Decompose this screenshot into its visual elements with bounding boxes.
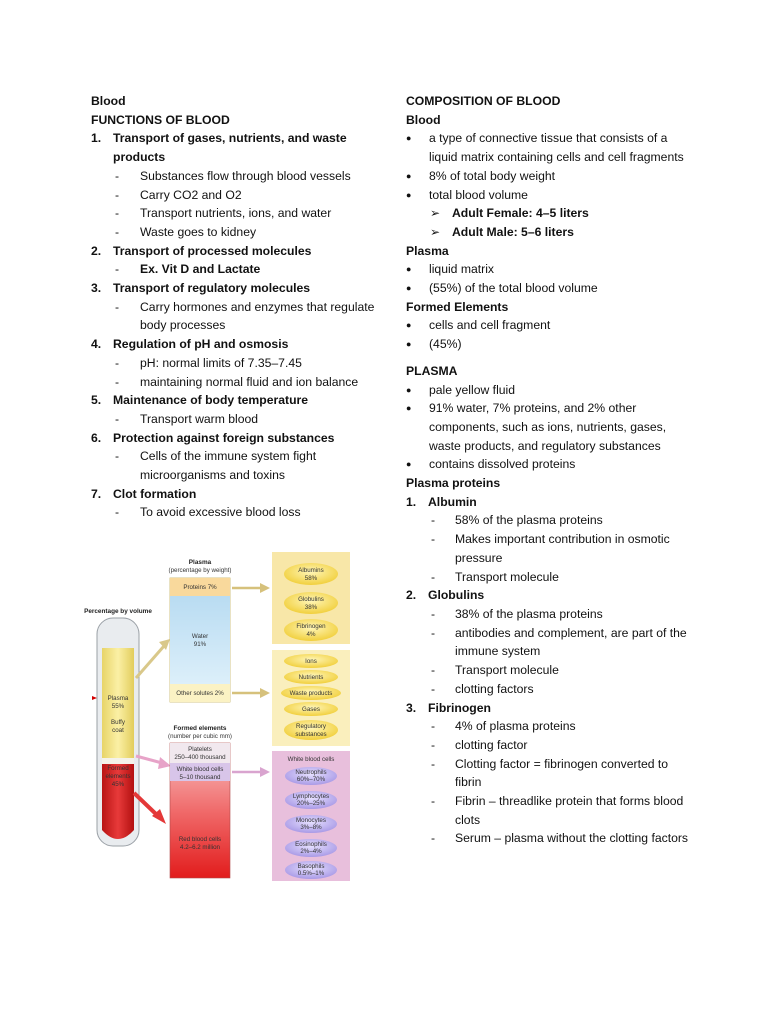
formed-label: Formed Elements [406,299,509,314]
protein-detail: Clotting factor = fibrinogen converted to fibrin [455,756,669,790]
bullet-icon: ● [406,283,412,294]
function-detail: Carry hormones and enzymes that regulate body processes [140,299,375,333]
tube-elements-label: elements [105,773,131,780]
item-number: 5. [91,393,102,408]
solute-gases: Gases [302,706,320,713]
blood-bullet: total blood volume [429,187,528,202]
plasma-detail: 91% water, 7% proteins, and 2% other components, such as ions, nutrients, gases, waste products, and regulatory substances [429,401,667,453]
doc-title: Blood [91,94,126,108]
function-label: Clot formation [113,486,197,501]
plasma-bullet: liquid matrix [429,262,495,277]
albumins-pct: 58% [304,575,318,582]
item-number: 3. [406,700,417,715]
proteins-label: Proteins 7% [183,584,217,591]
item-number: 2. [406,588,417,603]
item-number: 2. [91,243,102,258]
formed-bullet: cells and cell fragment [429,318,551,333]
protein-label: Albumin [428,494,477,509]
eosinophils-pct: 2%–4% [300,848,322,855]
function-label: Protection against foreign substances [113,430,335,445]
function-detail: Waste goes to kidney [140,224,257,239]
arrow-icon [260,583,270,593]
globulins-pct: 38% [304,604,318,611]
platelets-label: Platelets [188,746,212,753]
function-detail: pH: normal limits of 7.35–7.45 [140,355,302,370]
function-detail: To avoid excessive blood loss [140,505,301,520]
functions-heading: FUNCTIONS OF BLOOD [91,112,230,127]
figure-svg [84,548,362,886]
formed-title: Formed elements [173,725,227,732]
function-detail: Transport nutrients, ions, and water [140,206,332,221]
volume-female: Adult Female: 4–5 liters [452,206,589,221]
plasma-title: Plasma [188,559,212,566]
tube-buffy-layer [102,758,134,764]
protein-label: Fibrinogen [428,700,491,715]
eosinophils-label: Eosinophils [295,841,327,848]
blood-composition-figure [84,548,362,886]
bullet-icon: ● [406,384,412,395]
fibrinogen-label: Fibrinogen [296,623,326,630]
tube-formed-pct: 45% [111,781,125,788]
wbc-count: 5–10 thousand [179,774,221,781]
plasma-detail: contains dissolved proteins [429,457,576,472]
function-item: 1. Transport of gases, nutrients, and waste products - Substances flow through blood vessels - Carry CO2 and O2 - Transport nutrients, ions, and water - Waste goes to kidney [91,129,391,241]
item-number: 7. [91,486,102,501]
plasma-heading: PLASMA [406,363,458,378]
item-number: 1. [406,494,417,509]
lymphocytes-label: Lymphocytes [292,793,330,800]
function-item: 2. Transport of processed molecules - Ex. Vit D and Lactate [91,242,391,279]
function-label: Regulation of pH and osmosis [113,337,289,352]
item-number: 4. [91,337,102,352]
protein-detail: clotting factors [455,681,534,696]
function-detail: Substances flow through blood vessels [140,168,351,183]
plasma-detail: pale yellow fluid [429,382,516,397]
function-item: 7. Clot formation - To avoid excessive blood loss [91,485,391,522]
protein-label: Globulins [428,588,485,603]
formed-subtitle: (number per cubic mm) [168,733,232,740]
water-label: Water [191,633,209,640]
function-item: 5. Maintenance of body temperature - Transport warm blood [91,391,391,428]
other-solutes-label: Other solutes 2% [176,690,224,697]
protein-detail: 4% of plasma proteins [455,719,576,734]
function-label: Maintenance of body temperature [113,393,309,408]
arrow-icon [158,757,171,769]
protein-detail: Makes important contribution in osmotic pressure [455,532,670,565]
volume-male: Adult Male: 5–6 liters [452,224,574,239]
protein-detail: Transport molecule [455,663,559,678]
regulatory-label-2: substances [295,731,327,738]
tube-formed-label: Formed [107,765,129,772]
blood-label: Blood [406,112,441,127]
bullet-icon: ● [406,189,412,200]
monocytes-label: Monocytes [296,817,326,824]
bullet-icon: ● [406,403,412,414]
plasma-proteins-label: Plasma proteins [406,476,501,491]
function-detail: Cells of the immune system fight microorganisms and toxins [140,449,317,483]
rbc-count: 4.2–6.2 million [180,844,220,851]
composition-heading: COMPOSITION OF BLOOD [406,94,561,108]
function-detail: Carry CO2 and O2 [140,187,242,202]
globulins-label: Globulins [298,596,324,603]
function-item: 4. Regulation of pH and osmosis - pH: normal limits of 7.35–7.45 - maintaining normal fluid and ion balance [91,335,391,391]
item-number: 6. [91,430,102,445]
protein-detail: Serum – plasma without the clotting factors [455,831,689,846]
bullet-icon: ● [406,264,412,275]
basophils-label: Basophils [297,863,325,870]
protein-detail: antibodies and complement, are part of the immune system [455,625,687,659]
plasma-label: Plasma [406,243,449,258]
function-detail: maintaining normal fluid and ion balance [140,374,359,389]
arrow-icon [260,767,270,777]
arrow-bullet-icon: ➢ [430,224,441,239]
function-label: Transport of gases, nutrients, and waste products [113,131,347,165]
function-label: Transport of processed molecules [113,243,312,258]
bullet-icon: ● [406,459,412,470]
arrow-icon [260,688,270,698]
tube-plasma-label: Plasma [107,695,129,702]
function-label: Transport of regulatory molecules [113,281,311,296]
wbc-label: White blood cells [176,766,224,773]
tube-plasma-pct: 55% [111,703,125,710]
arrow-icon [136,646,164,678]
bullet-icon: ● [406,339,412,350]
neutrophils-label: Neutrophils [295,769,327,776]
blood-bullet: a type of connective tissue that consists of a liquid matrix containing cells and cell fragments [429,131,684,165]
bullet-icon: ● [406,133,412,144]
protein-detail: clotting factor [455,737,528,752]
function-item: 3. Transport of regulatory molecules - Carry hormones and enzymes that regulate body processes [91,279,391,335]
protein-detail: 38% of the plasma proteins [455,606,603,621]
function-item: 6. Protection against foreign substances - Cells of the immune system fight microorganisms and toxins [91,429,391,485]
plasma-subtitle: (percentage by weight) [168,567,232,574]
tube-buffy-label: Buffy [111,719,125,726]
arrow-icon [136,756,162,763]
function-detail: Transport warm blood [140,411,259,426]
marker-icon [92,696,97,700]
solute-nutrients: Nutrients [298,674,324,681]
blood-bullet: 8% of total body weight [429,168,556,183]
solute-waste: Waste products [289,690,333,697]
fibrinogen-pct: 4% [306,631,316,638]
tube-coat-label: coat [112,727,124,734]
function-detail: Ex. Vit D and Lactate [140,262,261,277]
bullet-icon: ● [406,320,412,331]
protein-detail: Transport molecule [455,569,559,584]
protein-detail: 58% of the plasma proteins [455,513,603,528]
platelets-count: 250–400 thousand [174,754,226,761]
arrow-bullet-icon: ➢ [430,206,441,221]
neutrophils-pct: 60%–70% [296,776,326,783]
monocytes-pct: 3%–8% [300,824,322,831]
protein-detail: Fibrin – threadlike protein that forms blood clots [455,794,684,827]
right-column: COMPOSITION OF BLOOD Blood ● a type of connective tissue that consists of a liquid matrix containing cells and cell fragments ● 8% of total body weight ● total blood volume ➢ Adult Female: 4–5 liters ➢ Adult Male: 5–6 liters Plasma ● liquid matrix ● (55%) of the total blood volume Formed Elements ● cells and cell fragment ● (45%) PLASMA ● pale yellow fluid ● 91% water, 7% proteins, and 2% other components, such as ions, nutrients, gases, waste products, and regulatory substances ● contains dissolved proteins Plasma proteins 1. Albumin - 58% of the plasma proteins - Makes important contribution in osmotic pressure - Transport molecule 2. Globulins - 38% of the plasma proteins - antibodies and complement, are part of the immune system - Transport molecule - clotting factors 3. Fibrinogen - 4% of plasma proteins - clotting factor - Clotting factor = fibrinogen converted to fibrin - Fibrin – threadlike protein that forms blood clots - Serum – plasma without the clotting factors [406,92,696,848]
item-number: 3. [91,281,102,296]
albumins-label: Albumins [298,567,324,574]
item-number: 1. [91,131,102,146]
pct-volume-label: Percentage by volume [84,608,152,615]
wbc-panel-title: White blood cells [287,756,335,763]
left-column [91,92,391,522]
water-pct: 91% [193,641,207,648]
regulatory-label: Regulatory [296,723,326,730]
lymphocytes-pct: 20%–25% [296,800,326,807]
bullet-icon: ● [406,170,412,181]
solute-ions: Ions [305,658,317,665]
rbc-label: Red blood cells [178,836,222,843]
basophils-pct: 0.5%–1% [297,870,325,877]
plasma-bullet: (55%) of the total blood volume [429,281,598,296]
formed-bullet: (45%) [429,337,462,352]
water-segment [170,596,230,684]
